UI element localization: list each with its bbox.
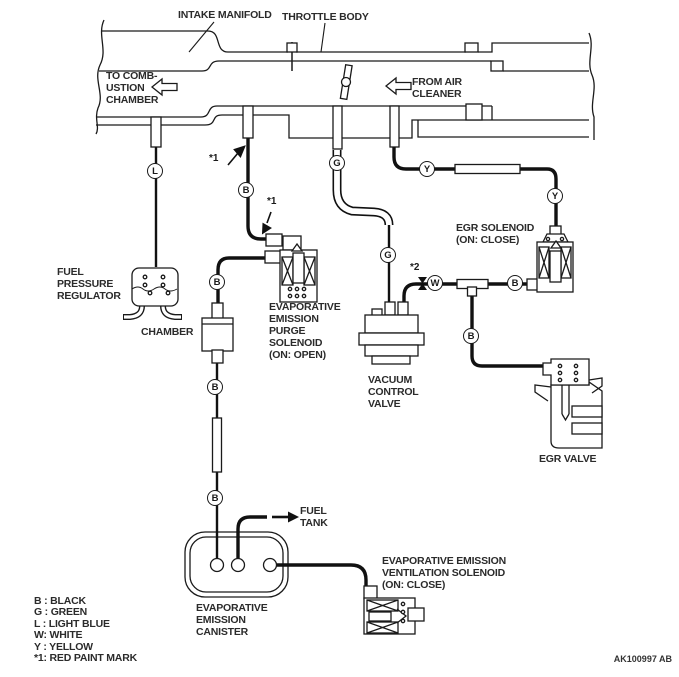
hose-connector-b: B bbox=[207, 379, 223, 395]
legend-item: *1: RED PAINT MARK bbox=[34, 652, 137, 665]
label-fuel-tank: FUEL TANK bbox=[300, 505, 328, 529]
marker-star2: *2 bbox=[410, 262, 420, 273]
label-evap-canister: EVAPORATIVE EMISSION CANISTER bbox=[196, 602, 268, 638]
hose-vent-solenoid bbox=[277, 565, 366, 590]
port-tube-g bbox=[333, 106, 342, 149]
label-from-air: FROM AIR CLEANER bbox=[412, 76, 462, 100]
canister-port bbox=[232, 559, 245, 572]
figure-code: AK100997 AB bbox=[613, 654, 672, 664]
canister-port bbox=[264, 559, 277, 572]
hose-connector-b: B bbox=[207, 490, 223, 506]
legend-item: L : LIGHT BLUE bbox=[34, 617, 110, 630]
label-fuel-pressure-regulator: FUEL PRESSURE REGULATOR bbox=[57, 266, 121, 302]
hose-egr-valve bbox=[472, 293, 546, 366]
marker-star1: *1 bbox=[209, 153, 219, 164]
from-air-arrow-icon bbox=[386, 78, 411, 94]
port-tube-l bbox=[151, 117, 161, 147]
fuel-tank-arrow-icon bbox=[288, 512, 299, 523]
fuel-pressure-regulator-art bbox=[123, 268, 182, 317]
label-to-combustion: TO COMB- USTION CHAMBER bbox=[106, 70, 159, 106]
inline-connector-black bbox=[213, 418, 222, 472]
hose-connector-g: G bbox=[329, 155, 345, 171]
legend-item: G : GREEN bbox=[34, 606, 88, 619]
port-tube-y bbox=[390, 106, 399, 147]
label-egr-valve: EGR VALVE bbox=[539, 453, 597, 465]
hose-connector-y: Y bbox=[547, 188, 563, 204]
hose-connector-b: B bbox=[209, 274, 225, 290]
color-legend bbox=[34, 596, 137, 664]
hose-connector-b: B bbox=[238, 182, 254, 198]
hose-connector-b: B bbox=[463, 328, 479, 344]
inline-connector-yellow bbox=[455, 165, 520, 174]
vent-solenoid-art bbox=[364, 586, 424, 634]
hose-connector-y: Y bbox=[419, 161, 435, 177]
canister-port bbox=[211, 559, 224, 572]
right-break-line bbox=[589, 33, 594, 140]
label-vent-solenoid: EVAPORATIVE EMISSION VENTILATION SOLENOID (ON: CLOSE) bbox=[382, 555, 506, 591]
chamber-art bbox=[202, 303, 233, 363]
legend-item: W: WHITE bbox=[34, 629, 83, 642]
intake-manifold-leader bbox=[189, 22, 214, 52]
hose-connector-g: G bbox=[380, 247, 396, 263]
label-intake-manifold: INTAKE MANIFOLD bbox=[178, 9, 272, 21]
label-throttle-body: THROTTLE BODY bbox=[282, 11, 369, 23]
purge-solenoid-art bbox=[265, 234, 317, 302]
hose-connector-w: W bbox=[427, 275, 443, 291]
legend-item: B : BLACK bbox=[34, 595, 86, 607]
legend-item: Y : YELLOW bbox=[34, 640, 93, 653]
vacuum-control-valve-art bbox=[359, 302, 424, 364]
marker-star1: *1 bbox=[267, 196, 277, 207]
hose-yellow bbox=[394, 144, 556, 231]
label-chamber: CHAMBER bbox=[141, 326, 194, 338]
star1-arrow-icon bbox=[263, 224, 272, 234]
port-tube-b bbox=[243, 106, 253, 138]
hose-connector-l: L bbox=[147, 163, 163, 179]
hose-purge-chamber bbox=[218, 258, 268, 305]
label-purge-solenoid: EVAPORATIVE EMISSION PURGE SOLENOID (ON: OPEN) bbox=[269, 301, 341, 361]
throttle-body-leader bbox=[321, 23, 325, 52]
hose-connector-b: B bbox=[507, 275, 523, 291]
label-vacuum-control-valve: VACUUM CONTROL VALVE bbox=[368, 374, 419, 410]
label-egr-solenoid: EGR SOLENOID (ON: CLOSE) bbox=[456, 222, 535, 246]
egr-valve-art bbox=[535, 359, 602, 448]
